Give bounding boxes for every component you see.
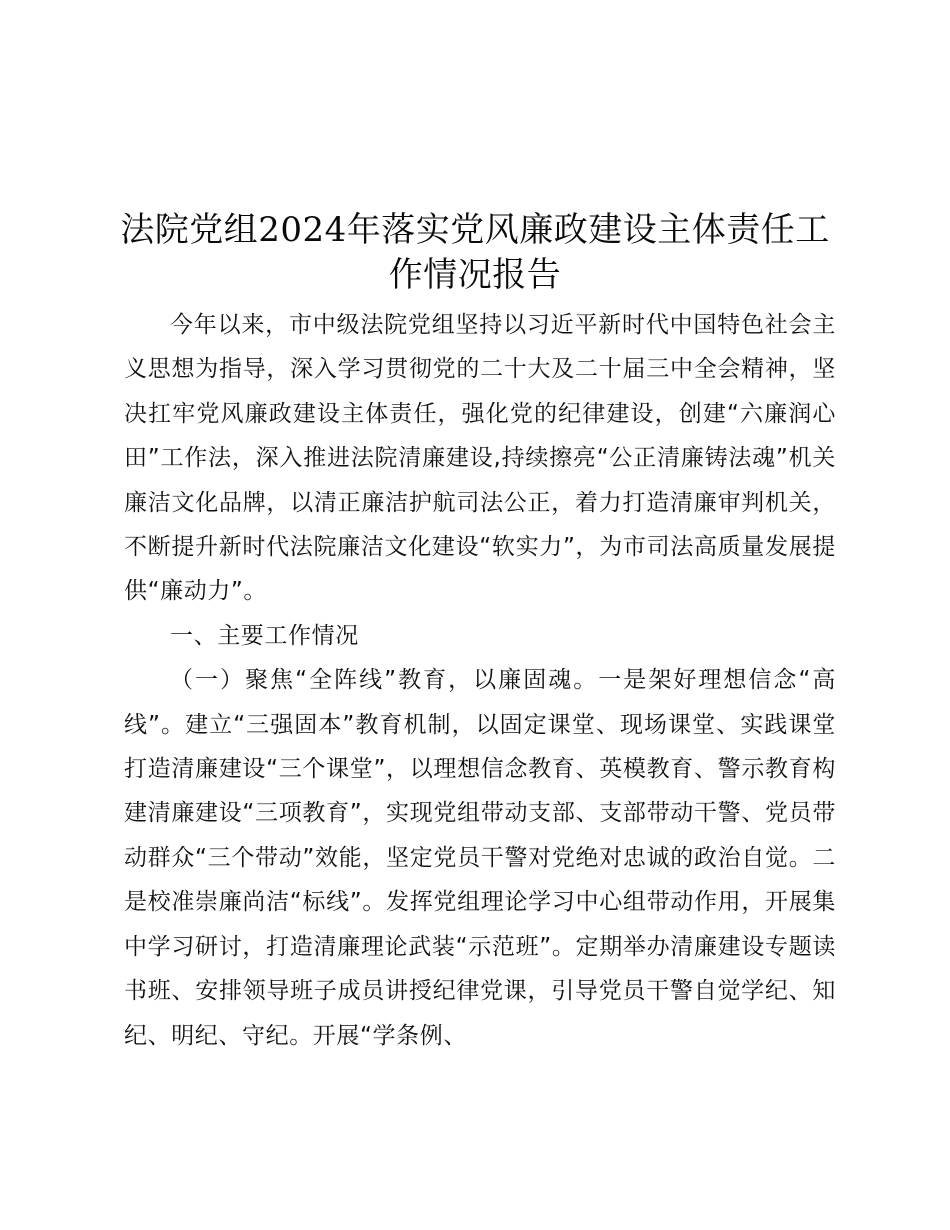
section-heading: 一、主要工作情况 <box>170 622 359 649</box>
intro-paragraph: 今年以来，市中级法院党组坚持以习近平新时代中国特色社会主义思想为指导，深入学习贯彻党的二十大及二十届三中全会精神，坚决扛牢党风廉政建设主体责任，强化党的纪律建设，创建“六廉润心田”工作法，深入推进法院清廉建设,持续擦亮“公正清廉铸法魂”机关廉洁文化品牌，以清正廉洁护航司法公正，着力打造清廉审判机关，不断提升新时代法院廉洁文化建设“软实力”，为市司法高质量发展提供“廉动力”。 <box>124 312 836 605</box>
body-paragraph: （一）聚焦“全阵线”教育，以廉固魂。一是架好理想信念“高线”。建立“三强固本”教育机制，以固定课堂、现场课堂、实践课堂打造清廉建设“三个课堂”，以理想信念教育、英模教育、警示教育构建清廉建设“三项教育”，实现党组带动支部、支部带动干警、党员带动群众“三个带动”效能，坚定党员干警对党绝对忠诚的政治自觉。二是校准崇廉尚洁“标线”。发挥党组理论学习中心组带动作用，开展集中学习研讨，打造清廉理论武装“示范班”。定期举办清廉建设专题读书班、安排领导班子成员讲授纪律党课，引导党员干警自觉学纪、知纪、明纪、守纪。开展“学条例、 <box>124 667 836 1049</box>
title-line-1: 法院党组2024年落实党风廉政建设主体责任工 <box>120 210 830 250</box>
document-title <box>110 208 840 298</box>
title-line-2: 作情况报告 <box>388 255 562 295</box>
document-body <box>124 303 836 1058</box>
